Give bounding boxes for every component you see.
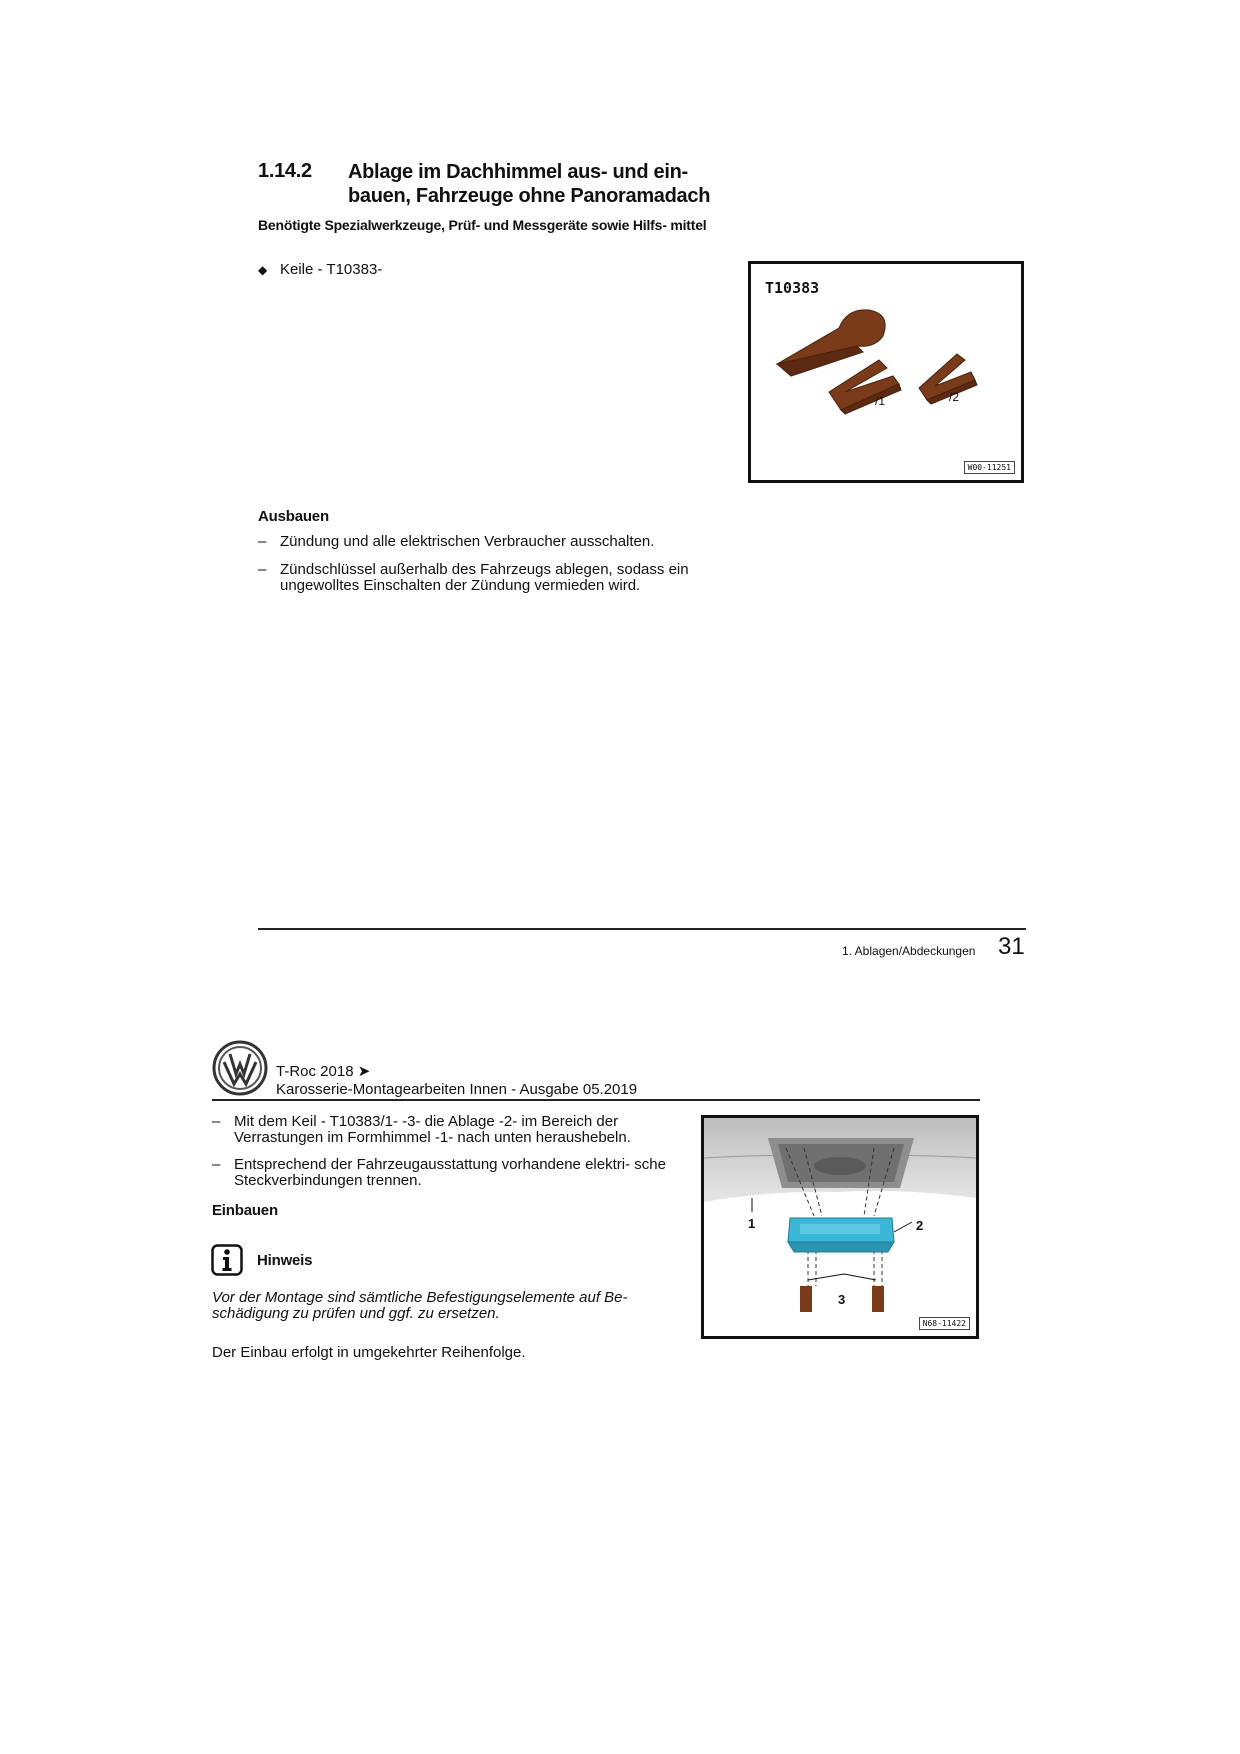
footer-divider [258, 928, 1026, 930]
figure-ref: W00-11251 [964, 461, 1015, 474]
ausbauen-heading: Ausbauen [258, 508, 329, 525]
footer-chapter-title: 1. Ablagen/Abdeckungen [842, 944, 976, 958]
wedge-tool-illustration [751, 264, 1021, 480]
vw-logo-icon [212, 1040, 268, 1096]
callout-1: 1 [748, 1216, 756, 1231]
required-tools-heading: Benötigte Spezialwerkzeuge, Prüf- und Messgeräte sowie Hilfs- mittel [258, 217, 707, 233]
procedure-step: – Entsprechend der Fahrzeugausstattung vorhandene elektri- sche Steckverbindungen trennen. [212, 1156, 666, 1189]
tool-name: Keile - T10383- [280, 261, 383, 278]
vehicle-model: T-Roc 2018 ➤ [276, 1063, 371, 1080]
diamond-bullet-icon: ◆ [258, 263, 268, 277]
callout-2: 2 [916, 1218, 924, 1233]
storage-part [788, 1218, 894, 1252]
section-number: 1.14.2 [258, 160, 312, 182]
part2-label: /2 [949, 390, 960, 404]
figure-roof-storage [701, 1115, 979, 1339]
callout-3: 3 [838, 1292, 846, 1307]
hinweis-heading: Hinweis [257, 1252, 313, 1269]
section-title: Ablage im Dachhimmel aus- und ein- bauen, Fahrzeuge ohne Panoramadach [348, 161, 711, 207]
part1-label: /1 [875, 394, 886, 408]
document-title: Karosserie-Montagearbeiten Innen - Ausgabe 05.2019 [276, 1081, 638, 1098]
procedure-step: – Zündschlüssel außerhalb des Fahrzeugs ablegen, sodass ein ungewolltes Einschalten der Zündung vermieden wird. [258, 561, 689, 594]
procedure-step: – Mit dem Keil - T10383/1- -3- die Ablage -2- im Bereich der Verrastungen im Formhimmel -1- nach unten heraushebeln. [212, 1113, 631, 1146]
figure-ref: N68-11422 [919, 1317, 970, 1330]
roof-storage-illustration [704, 1118, 976, 1336]
reassembly-text: Der Einbau erfolgt in umgekehrter Reihenfolge. [212, 1344, 526, 1361]
info-icon [211, 1244, 243, 1276]
tool-list-item [258, 261, 382, 278]
header-divider [212, 1099, 980, 1101]
page-number: 31 [998, 933, 1025, 960]
note-text: Vor der Montage sind sämtliche Befestigungselemente auf Be- schädigung zu prüfen und ggf. zu ersetzen. [212, 1289, 628, 1322]
figure-special-tool [748, 261, 1024, 483]
procedure-step: – Zündung und alle elektrischen Verbraucher ausschalten. [258, 533, 655, 550]
einbauen-heading: Einbauen [212, 1202, 278, 1219]
tool-label: T10383 [765, 279, 820, 297]
